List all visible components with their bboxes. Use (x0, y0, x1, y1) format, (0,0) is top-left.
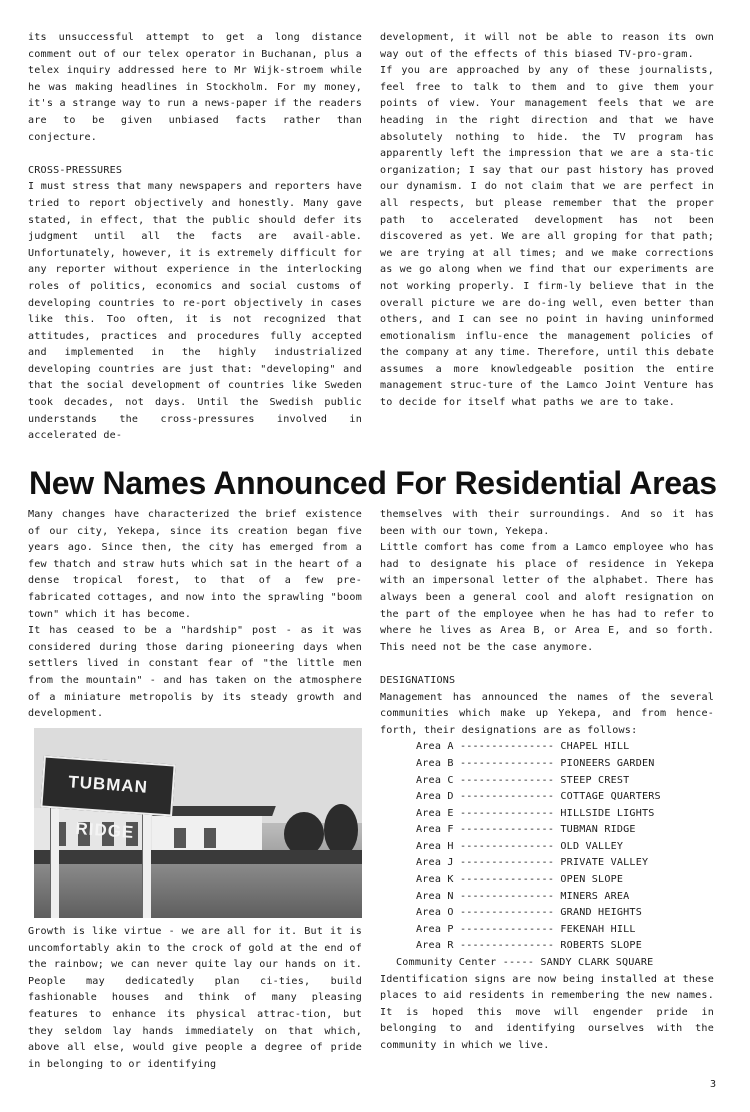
area-name: OPEN SLOPE (560, 874, 624, 886)
area-code: Area F (416, 824, 454, 836)
leader-dashes: --------------- (453, 824, 561, 836)
paragraph: Management has announced the names of the several communities which make up Yekepa, and from hence-forth, their designations are as follows: (380, 691, 714, 736)
area-code: Community Center (396, 957, 497, 969)
area-name: FEKENAH HILL (560, 923, 636, 935)
area-designation-list (380, 739, 714, 971)
paragraph: Many changes have characterized the brief existence of our city, Yekepa, since its creation began five years ago. Since then, the city has emerged from a few thatch and straw huts which sat in the heart of a dense tropical forest, to that of a few pre-fabricated cottages, and now into the sprawling "boom town" which it has become. (28, 509, 362, 620)
leader-dashes: --------------- (453, 807, 561, 819)
page-number: 3 (710, 1079, 717, 1090)
area-name: COTTAGE QUARTERS (560, 791, 661, 803)
area-designation-row (380, 938, 714, 955)
area-designation-row (380, 822, 714, 839)
area-designation-row (380, 905, 714, 922)
area-code: Area P (416, 923, 454, 935)
area-designation-row (380, 889, 714, 906)
tubman-ridge-photo (34, 728, 362, 918)
area-name: PIONEERS GARDEN (560, 757, 655, 769)
leader-dashes: ----- (496, 957, 541, 969)
area-code: Area E (416, 807, 454, 819)
area-designation-row (380, 756, 714, 773)
article-bottom-left-column-cont (28, 924, 362, 1073)
area-code: Area B (416, 757, 454, 769)
area-designation-row (380, 806, 714, 823)
article-bottom-left-column (28, 507, 362, 723)
paragraph: Identification signs are now being installed at these places to aid residents in remembering the new names. It is hoped this move will engender pride in belonging to and identifying ourselves with the community in which we live. (380, 973, 714, 1051)
area-designation-row (380, 922, 714, 939)
area-code: Area R (416, 940, 454, 952)
paragraph: If you are approached by any of these journalists, feel free to talk to them and to give them your points of view. Your management feels that we are heading in the right direction and that we have absolutely nothing to hide. the TV program has apparently left the impression that we are a sta-tic organization; I say that our past history has proved our dynamism. I do not claim that we are perfect in all respects, but please remember that the proper path to accelerated development has not been discovered as yet. We are all groping for that path; we are trying at all times; and we make corrections as we go along when we find that our experiments are not working properly. I firm-ly believe that in the overall picture we are do-ing well, even better than others, and I can see no point in having uninformed emotionalism influ-ence the management policies of the company at any time. Therefore, until this debate assumes a more knowledgeable position the entire management struc-ture of the Lamco Joint Venture has to decide for itself what paths we are to take. (380, 65, 714, 409)
area-code: Area C (416, 774, 454, 786)
area-name: CHAPEL HILL (560, 741, 630, 753)
area-code: Area K (416, 874, 454, 886)
leader-dashes: --------------- (453, 907, 561, 919)
article-headline: New Names Announced For Residential Areas (29, 465, 717, 501)
paragraph: Little comfort has come from a Lamco employee who has had to designate his place of residence in Yekepa with an impersonal letter of the alphabet. There has always been a general cool and aloft resignation on the part of the employee when he has had to refer to where he lives as Area B, or Area E, and so forth. This need not be the case anymore. (380, 542, 714, 653)
area-code: Area N (416, 890, 454, 902)
leader-dashes: --------------- (453, 940, 561, 952)
area-name: HILLSIDE LIGHTS (560, 807, 655, 819)
area-code: Area A (416, 741, 454, 753)
paragraph: its unsuccessful attempt to get a long distance comment out of our telex operator in Buchanan, plus a telex inquiry addressed here to Mr Wijk-stroem while he was making headlines in Stockholm. For my money, it's a strange way to run a news-paper if the readers are to be given unbiased facts rather than conjecture. (28, 32, 362, 143)
area-name: ROBERTS SLOPE (560, 940, 642, 952)
area-name: OLD VALLEY (560, 840, 624, 852)
area-designation-row (380, 839, 714, 856)
leader-dashes: --------------- (453, 923, 561, 935)
article-top-left-column (28, 30, 362, 445)
area-code: Area D (416, 791, 454, 803)
leader-dashes: --------------- (453, 840, 561, 852)
leader-dashes: --------------- (453, 791, 561, 803)
area-name: PRIVATE VALLEY (560, 857, 649, 869)
area-code: Area O (416, 907, 454, 919)
area-code: Area J (416, 857, 454, 869)
area-code: Area H (416, 840, 454, 852)
paragraph: It has ceased to be a "hardship" post - as it was considered during those daring pioneering days when settlers lived in constant fear of "the little men from the mountain" - and has taken on the atmosphere of a miniature metropolis by its steady growth and development. (28, 625, 362, 720)
area-name: TUBMAN RIDGE (560, 824, 636, 836)
area-name: SANDY CLARK SQUARE (540, 957, 654, 969)
paragraph: I must stress that many newspapers and reporters have tried to report objectively and honestly. Many gave stated, in effect, that the public should defer its judgment until all the facts are avail-able. Unfortunately, however, it is extremely difficult for any reporter without experience in the interlocking roles of politics, economics and social customs of developing countries to re-port objectively in cases like this. Too often, it is not recognized that attitudes, practices and procedures fully accepted and implemented in the highly industrialized developing countries are just that: "developing" and that the social development of countries like Sweden took decades, not days. Until the Swedish public understands the cross-pressures involved in accelerated de- (28, 181, 362, 442)
area-name: STEEP CREST (560, 774, 630, 786)
leader-dashes: --------------- (453, 774, 561, 786)
area-designation-row (380, 872, 714, 889)
area-designation-row (380, 739, 714, 756)
leader-dashes: --------------- (453, 757, 561, 769)
area-designation-row (380, 773, 714, 790)
area-name: GRAND HEIGHTS (560, 907, 642, 919)
article-bottom-right-column (380, 507, 714, 1055)
paragraph: themselves with their surroundings. And so it has been with our town, Yekepa. (380, 509, 714, 537)
area-designation-row (380, 855, 714, 872)
section-heading: CROSS-PRESSURES (28, 164, 123, 176)
area-designation-row (380, 789, 714, 806)
paragraph: Growth is like virtue - we are all for it. But it is uncomfortably akin to the crock of gold at the end of the rainbow; we can never quite lay our hands on it. People may dedicatedly plan ci-ties, build fashionable houses and think of many pleasing features to enhance its physical attrac-tion, but they seldom lay hands immediately on that which, above all else, would give people a degree of pride in belonging to or identifying (28, 926, 362, 1070)
leader-dashes: --------------- (453, 741, 561, 753)
section-heading: DESIGNATIONS (380, 674, 456, 686)
paragraph: development, it will not be able to reason its own way out of the effects of this biased TV-pro-gram. (380, 32, 714, 60)
area-name: MINERS AREA (560, 890, 630, 902)
area-designation-row (380, 955, 714, 972)
article-top-right-column (380, 30, 714, 412)
tubman-ridge-sign: TUBMAN RIDGE (40, 755, 175, 816)
leader-dashes: --------------- (453, 857, 561, 869)
leader-dashes: --------------- (453, 890, 561, 902)
leader-dashes: --------------- (453, 874, 561, 886)
